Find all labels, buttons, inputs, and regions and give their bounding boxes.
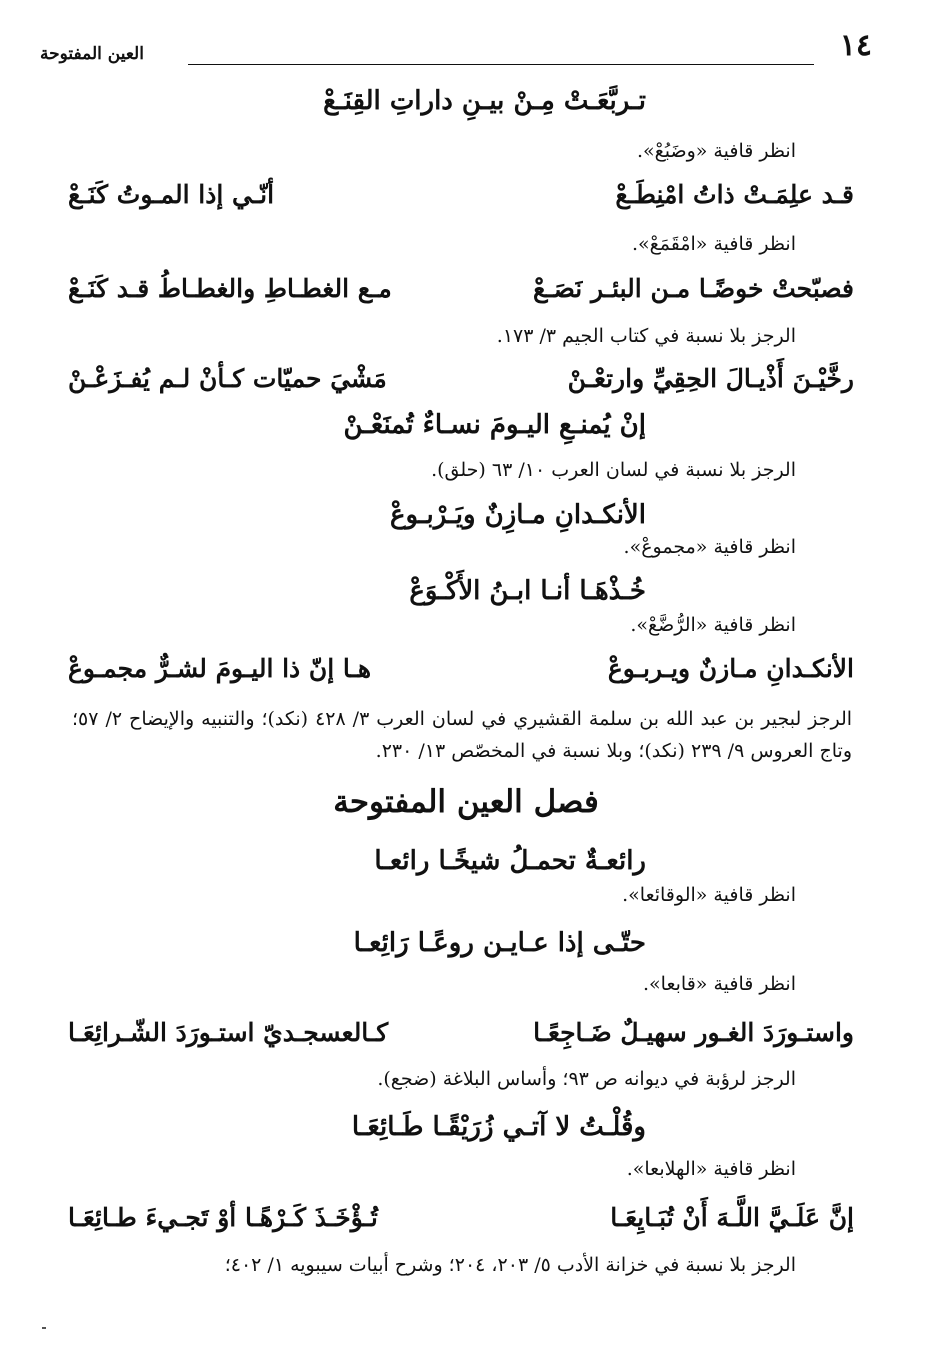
footnote: انظر قافية «قابعا».: [643, 973, 796, 995]
header-rule: [188, 64, 814, 65]
verse-hemistich-second: تُـؤْخَـذَ كَـرْهًـا أوْ تَجـيءَ طـائِعَـا: [68, 1203, 378, 1232]
verse: رائعـةٌ تحمـلُ شيخًـا رائعـا: [374, 846, 646, 876]
footnote: انظر قافية «امْقَمَعْ».: [631, 233, 796, 255]
footnote: الرجز بلا نسبة في كتاب الجيم ٣/ ١٧٣.: [496, 325, 796, 347]
verse: الأنكـدانِ مـازِنٌ ويَـرْبـوعْ: [389, 500, 646, 530]
verse: وقُلْـتُ لا آتـي زُرَيْقًـا طَـائِعَـا: [351, 1112, 646, 1142]
verse-hemistich-first: إنَّ عَلَـيَّ اللَّـهَ أَنْ تُبَـايِعَـا: [610, 1203, 854, 1232]
speck: [42, 1327, 46, 1329]
footnote: انظر قافية «مجموعْ».: [623, 536, 796, 558]
verse-hemistich-first: فصبّحتْ خوضًـا مـن البئـر نَصَـعْ: [533, 274, 854, 303]
footnote: الرجز بلا نسبة في خزانة الأدب ٥/ ٢٠٣، ٢٠٤؛ وشرح أبيات سيبويه ١/ ٤٠٢؛: [224, 1254, 796, 1276]
page-number: ١٤: [839, 28, 872, 63]
page-header: [40, 28, 872, 68]
verse: حتّـى إذا عـايـن روعًـا رَائِعـا: [353, 928, 646, 958]
footnote: الرجز لرؤبة في ديوانه ص ٩٣؛ وأساس البلاغة (ضجع).: [377, 1068, 796, 1090]
verse: خُـذْهَـا أنـا ابـنُ الأَكْـوَعْ: [409, 576, 646, 606]
footnote: انظر قافية «الرُّضَّعْ».: [630, 614, 796, 636]
footnote: انظر قافية «وضَبُعْ».: [636, 140, 796, 162]
footnote: انظر قافية «الهلابعا».: [626, 1158, 796, 1180]
section-title: فصل العين المفتوحة: [333, 784, 599, 820]
verse-hemistich-second: مَشْيَ حميّات كـأنْ لـم يُفـزَعْـنْ: [68, 364, 387, 393]
footnote: الرجز بلا نسبة في لسان العرب ١٠/ ٦٣ (حلق).: [431, 459, 796, 481]
verse: إنْ يُمنـعِ اليـومَ نسـاءٌ تُمنَعْـنْ: [343, 410, 646, 440]
verse-hemistich-second: أنّـي إذا المـوتُ كَنَـعْ: [68, 180, 275, 209]
running-title: العين المفتوحة: [40, 44, 144, 64]
verse-hemistich-first: الأنكـدانِ مـازنٌ ويـربـوعْ: [607, 654, 854, 683]
verse: تـربَّعَـتْ مِـنْ بيـنِ داراتِ القِنَـعْ: [323, 86, 646, 116]
verse-hemistich-first: واستـورَدَ الغـور سهيـلٌ ضَـاجِعًـا: [533, 1018, 854, 1047]
verse-hemistich-first: قـد علِمَـتْ ذاتُ امْنِطَـعْ: [615, 180, 854, 209]
verse-hemistich-second: هـا إنّ ذا اليـومَ لشـرٌّ مجمـوعْ: [68, 654, 372, 683]
footnote: انظر قافية «الوقائعا».: [622, 884, 796, 906]
verse-hemistich-first: رخَّيْـنَ أَذْيـالَ الحِقِيِّ وارتعْـنْ: [567, 364, 854, 393]
verse-hemistich-second: كـالعسجـديّ استـورَدَ الشّـرائِعَـا: [68, 1018, 389, 1047]
verse-hemistich-second: مـع الغطـاطِ والغطـاطُ قـد كَنَـعْ: [68, 274, 392, 303]
footnote-paragraph: الرجز لبجير بن عبد الله بن سلمة القشيري في لسان العرب ٣/ ٤٢٨ (نكد)؛ والتنبيه والإيضاح ٢/ ٥٧؛ وتاج العروس ٩/ ٢٣٩ (نكد)؛ وبلا نسبة في المخصّص ١٣/ ٢٣٠.: [72, 708, 853, 762]
